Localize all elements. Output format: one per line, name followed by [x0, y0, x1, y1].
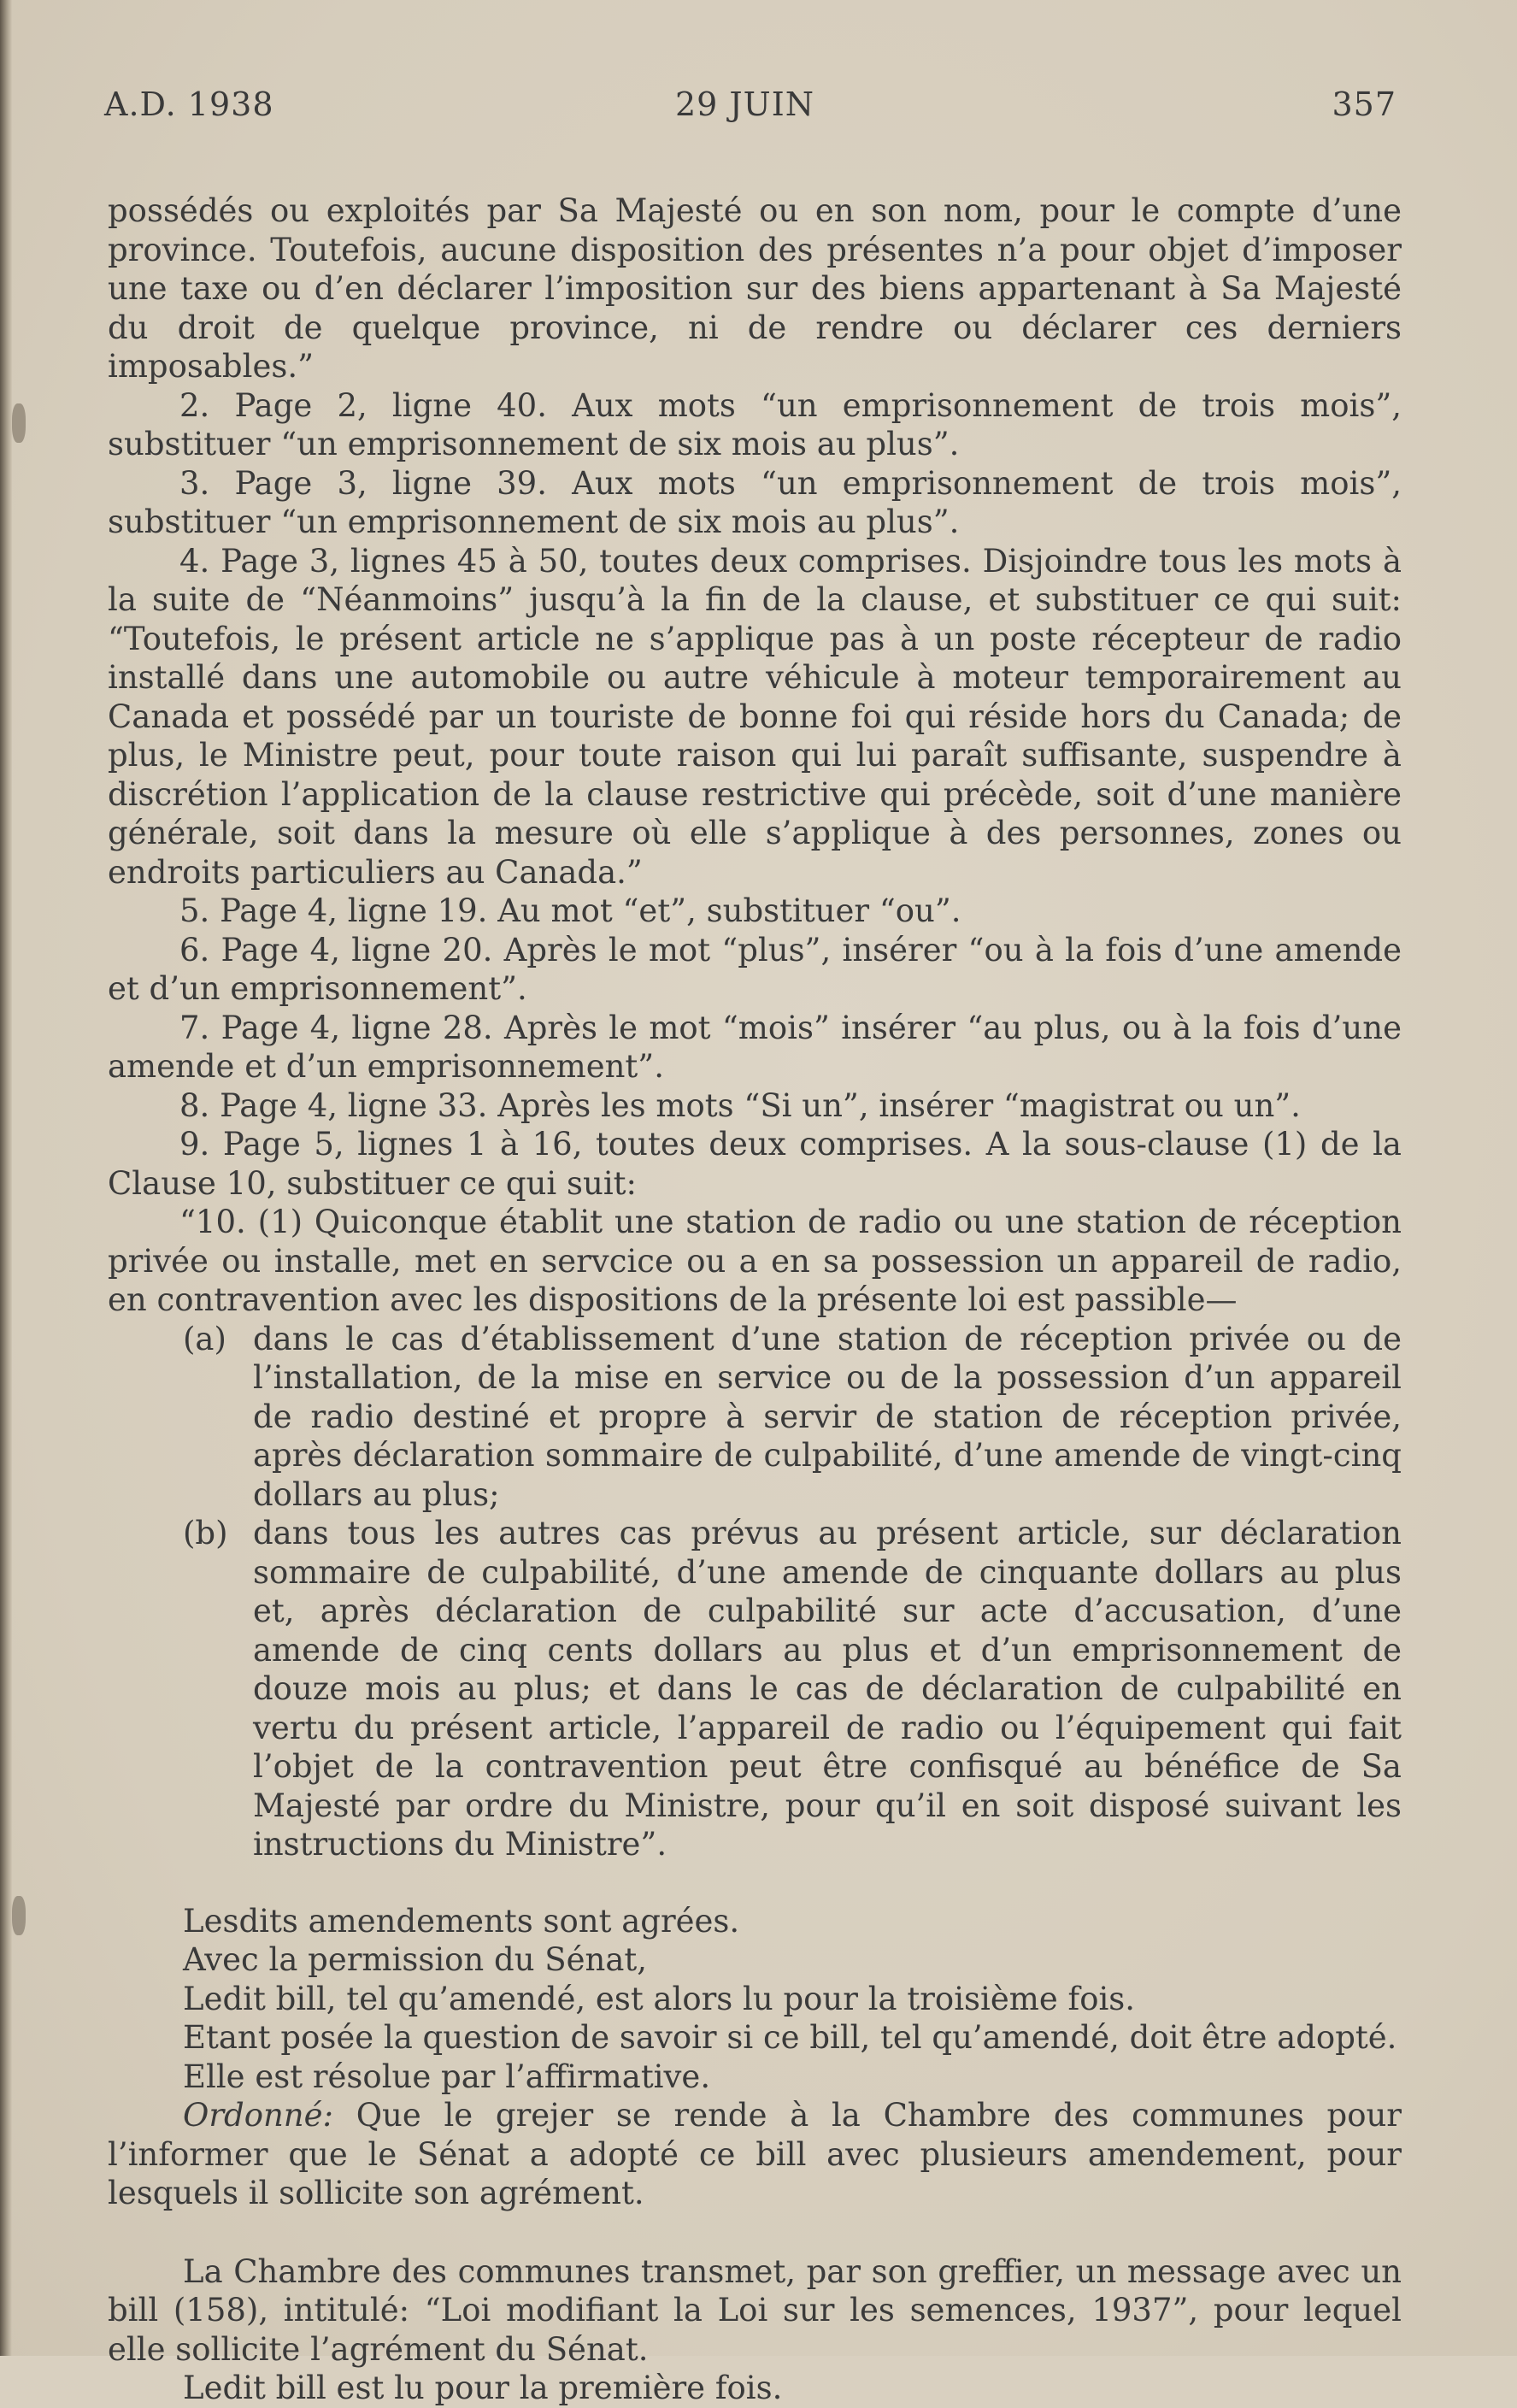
subclause-label: (a)	[183, 1320, 226, 1357]
paragraph: possédés ou exploités par Sa Majesté ou en son nom, pour le compte d’une province. Toutefois, aucune disposition des présentes n’a pour objet d’imposer une taxe ou d’en déclarer l’imposition sur des biens appartenant à Sa Majesté du droit de quelque province, ni de rendre ou déclarer ces derniers imposables.”	[108, 192, 1402, 385]
clause-10-intro: “10. (1) Quiconque établit une station de radio ou une station de réception privée ou installe, met en servcice ou a en sa possession un appareil de radio, en contravention avec les dispositions de la présente loi est passible—	[108, 1204, 1402, 1318]
header-year: A.D. 1938	[104, 85, 274, 123]
amendment-4: 4. Page 3, lignes 45 à 50, toutes deux comprises. Disjoindre tous les mots à la suite de “Néanmoins” jusqu’à la fin de la clause, et substituer ce qui suit: “Toutefois, le présent article ne s’applique pas à un poste récepteur de radio installé dans une automobile ou autre véhicule à moteur temporairement au Canada et possédé par un touriste de bonne foi qui réside hors du Canada; de plus, le Ministre peut, pour toute raison qui lui paraît suffisante, suspendre à discrétion l’application de la clause restrictive qui précède, soit d’une manière générale, soit dans la mesure où elle s’applique à des personnes, zones ou endroits particuliers au Canada.”	[108, 542, 1402, 891]
subclause-a	[108, 1320, 1402, 1515]
closing-line: Etant posée la question de savoir si ce bill, tel qu’amendé, doit être adopté.	[183, 2019, 1397, 2056]
subclause-label: (b)	[183, 1515, 228, 1551]
closing-line: Avec la permission du Sénat,	[183, 1941, 648, 1978]
first-reading-line: Ledit bill est lu pour la première fois.	[183, 2370, 783, 2406]
page-number: 357	[1332, 85, 1396, 123]
ordonne-label: Ordonné:	[183, 2097, 334, 2134]
amendment-9: 9. Page 5, lignes 1 à 16, toutes deux comprises. A la sous-clause (1) de la Clause 10, substituer ce qui suit:	[108, 1126, 1402, 1202]
subclause-b	[108, 1514, 1402, 1864]
margin-mark	[12, 1896, 26, 1935]
spacer	[108, 1864, 1402, 1902]
document-body	[108, 191, 1402, 2408]
amendment-8: 8. Page 4, ligne 33. Après les mots “Si un”, insérer “magistrat ou un”.	[179, 1086, 1301, 1124]
closing-line: Lesdits amendements sont agrées.	[183, 1902, 740, 1940]
ordonne-text: Que le grejer se rende à la Chambre des communes pour l’informer que le Sénat a adopté ce bill avec plusieurs amendement, pour lesquels il sollicite son agrément.	[108, 2097, 1402, 2211]
subclause-text: dans tous les autres cas prévus au présent article, sur déclaration sommaire de culpabilité, d’une amende de cinquante dollars au plus et, après déclaration de culpabilité sur acte d’accusation, d’une amende de cinq cents dollars au plus et d’un emprisonnement de douze mois au plus; et dans le cas de déclaration de culpabilité en vertu du présent article, l’appareil de radio ou l’équipement qui fait l’objet de la contravention peut être confisqué au bénéfice de Sa Majesté par ordre du Ministre, pour qu’il en soit disposé suivant les instructions du Ministre”.	[253, 1515, 1402, 1863]
amendment-7: 7. Page 4, ligne 28. Après le mot “mois” insérer “au plus, ou à la fois d’une amende et d’un emprisonnement”.	[108, 1009, 1402, 1085]
amendment-5: 5. Page 4, ligne 19. Au mot “et”, substituer “ou”.	[179, 892, 961, 929]
binding-edge	[0, 0, 12, 2356]
amendment-3: 3. Page 3, ligne 39. Aux mots “un emprisonnement de trois mois”, substituer “un emprisonnement de six mois au plus”.	[108, 464, 1402, 540]
margin-mark	[12, 403, 26, 443]
header-date: 29 JUIN	[675, 85, 814, 123]
amendment-2: 2. Page 2, ligne 40. Aux mots “un emprisonnement de trois mois”, substituer “un emprisonnement de six mois au plus”.	[108, 386, 1402, 462]
ordonne-paragraph	[108, 2096, 1402, 2213]
message-paragraph: La Chambre des communes transmet, par son greffier, un message avec un bill (158), intitulé: “Loi modifiant la Loi sur les semences, 1937”, pour lequel elle sollicite l’agrément du Sénat.	[108, 2252, 1402, 2368]
closing-line: Ledit bill, tel qu’amendé, est alors lu pour la troisième fois.	[183, 1980, 1136, 2017]
amendment-6: 6. Page 4, ligne 20. Après le mot “plus”, insérer “ou à la fois d’une amende et d’un emprisonnement”.	[108, 931, 1402, 1007]
closing-line: Elle est résolue par l’affirmative.	[183, 2058, 711, 2095]
spacer	[108, 2213, 1402, 2252]
page-header	[104, 85, 1396, 137]
subclause-text: dans le cas d’établissement d’une station de réception privée ou de l’installation, de la mise en service ou de la possession d’un appareil de radio destiné et propre à servir de station de réception privée, après déclaration sommaire de culpabilité, d’une amende de vingt-cinq dollars au plus;	[253, 1320, 1402, 1513]
